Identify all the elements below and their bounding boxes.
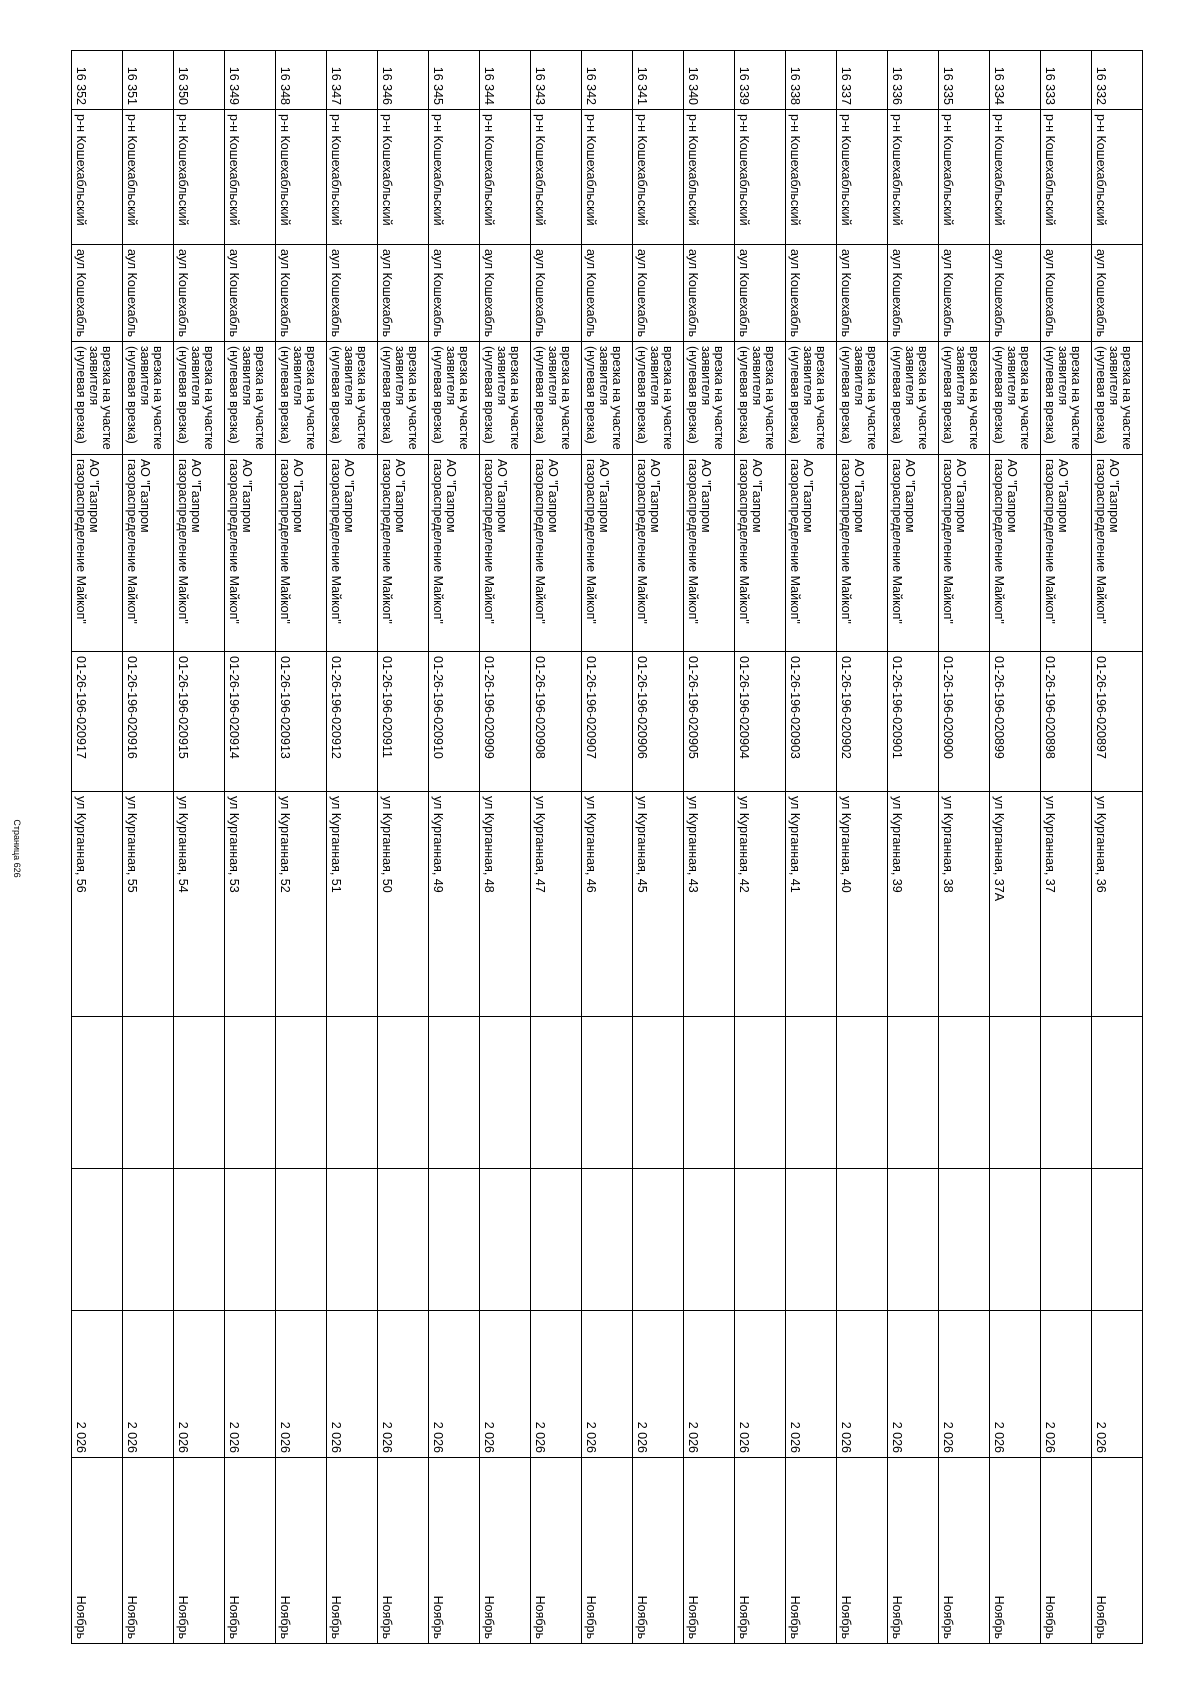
organization-cell: АО "Газпром газораспределение Майкоп" [1092, 455, 1143, 652]
empty-cell [225, 1169, 276, 1311]
organization-cell: АО "Газпром газораспределение Майкоп" [1041, 455, 1092, 652]
address-cell: ул Курганная, 46 [582, 792, 633, 1017]
work-type-cell: врезка на участке заявителя (нулевая врезка) [276, 342, 327, 455]
table-row [837, 51, 888, 1644]
table-row [378, 51, 429, 1644]
empty-cell [735, 1017, 786, 1169]
table-row [735, 51, 786, 1644]
organization-cell: АО "Газпром газораспределение Майкоп" [225, 455, 276, 652]
address-cell: ул Курганная, 40 [837, 792, 888, 1017]
row-number-cell: 16 347 [327, 51, 378, 110]
table-row [72, 51, 123, 1644]
row-number-cell: 16 345 [429, 51, 480, 110]
month-cell: Ноябрь [225, 1458, 276, 1644]
year-cell: 2 026 [735, 1311, 786, 1458]
organization-cell: АО "Газпром газораспределение Майкоп" [786, 455, 837, 652]
month-cell: Ноябрь [429, 1458, 480, 1644]
year-cell: 2 026 [531, 1311, 582, 1458]
organization-cell: АО "Газпром газораспределение Майкоп" [837, 455, 888, 652]
object-code-cell: 01-26-196-020905 [684, 652, 735, 792]
locality-cell: аул Кошехабль [684, 245, 735, 342]
empty-cell [837, 1017, 888, 1169]
row-number-cell: 16 339 [735, 51, 786, 110]
empty-cell [939, 1169, 990, 1311]
address-cell: ул Курганная, 45 [633, 792, 684, 1017]
row-number-cell: 16 342 [582, 51, 633, 110]
table-row [684, 51, 735, 1644]
district-cell: р-н Кошехабльский [990, 110, 1041, 245]
locality-cell: аул Кошехабль [225, 245, 276, 342]
empty-cell [786, 1169, 837, 1311]
table-row [1092, 51, 1143, 1644]
empty-cell [429, 1169, 480, 1311]
empty-cell [633, 1169, 684, 1311]
year-cell: 2 026 [429, 1311, 480, 1458]
organization-cell: АО "Газпром газораспределение Майкоп" [378, 455, 429, 652]
table-row [123, 51, 174, 1644]
year-cell: 2 026 [939, 1311, 990, 1458]
empty-cell [888, 1169, 939, 1311]
month-cell: Ноябрь [582, 1458, 633, 1644]
object-code-cell: 01-26-196-020911 [378, 652, 429, 792]
work-type-cell: врезка на участке заявителя (нулевая врезка) [1092, 342, 1143, 455]
gas-connection-table [71, 50, 1143, 1644]
year-cell: 2 026 [582, 1311, 633, 1458]
page-footer: Страница 626 [12, 819, 22, 878]
work-type-cell: врезка на участке заявителя (нулевая врезка) [990, 342, 1041, 455]
empty-cell [1041, 1017, 1092, 1169]
district-cell: р-н Кошехабльский [633, 110, 684, 245]
work-type-cell: врезка на участке заявителя (нулевая врезка) [429, 342, 480, 455]
table-row [480, 51, 531, 1644]
address-cell: ул Курганная, 37А [990, 792, 1041, 1017]
year-cell: 2 026 [123, 1311, 174, 1458]
work-type-cell: врезка на участке заявителя (нулевая врезка) [888, 342, 939, 455]
locality-cell: аул Кошехабль [123, 245, 174, 342]
empty-cell [276, 1017, 327, 1169]
address-cell: ул Курганная, 52 [276, 792, 327, 1017]
table-row [888, 51, 939, 1644]
table-row [327, 51, 378, 1644]
year-cell: 2 026 [633, 1311, 684, 1458]
year-cell: 2 026 [990, 1311, 1041, 1458]
locality-cell: аул Кошехабль [786, 245, 837, 342]
organization-cell: АО "Газпром газораспределение Майкоп" [735, 455, 786, 652]
object-code-cell: 01-26-196-020909 [480, 652, 531, 792]
year-cell: 2 026 [174, 1311, 225, 1458]
work-type-cell: врезка на участке заявителя (нулевая врезка) [327, 342, 378, 455]
work-type-cell: врезка на участке заявителя (нулевая врезка) [531, 342, 582, 455]
year-cell: 2 026 [276, 1311, 327, 1458]
table-row [633, 51, 684, 1644]
object-code-cell: 01-26-196-020899 [990, 652, 1041, 792]
row-number-cell: 16 338 [786, 51, 837, 110]
empty-cell [72, 1169, 123, 1311]
address-cell: ул Курганная, 47 [531, 792, 582, 1017]
address-cell: ул Курганная, 39 [888, 792, 939, 1017]
object-code-cell: 01-26-196-020902 [837, 652, 888, 792]
month-cell: Ноябрь [684, 1458, 735, 1644]
month-cell: Ноябрь [837, 1458, 888, 1644]
row-number-cell: 16 352 [72, 51, 123, 110]
work-type-cell: врезка на участке заявителя (нулевая врезка) [735, 342, 786, 455]
table-row [225, 51, 276, 1644]
locality-cell: аул Кошехабль [837, 245, 888, 342]
row-number-cell: 16 336 [888, 51, 939, 110]
empty-cell [480, 1169, 531, 1311]
object-code-cell: 01-26-196-020914 [225, 652, 276, 792]
work-type-cell: врезка на участке заявителя (нулевая врезка) [174, 342, 225, 455]
address-cell: ул Курганная, 41 [786, 792, 837, 1017]
organization-cell: АО "Газпром газораспределение Майкоп" [582, 455, 633, 652]
month-cell: Ноябрь [633, 1458, 684, 1644]
object-code-cell: 01-26-196-020916 [123, 652, 174, 792]
locality-cell: аул Кошехабль [327, 245, 378, 342]
work-type-cell: врезка на участке заявителя (нулевая врезка) [939, 342, 990, 455]
district-cell: р-н Кошехабльский [378, 110, 429, 245]
month-cell: Ноябрь [378, 1458, 429, 1644]
table-row [276, 51, 327, 1644]
table-row [939, 51, 990, 1644]
empty-cell [378, 1017, 429, 1169]
district-cell: р-н Кошехабльский [480, 110, 531, 245]
empty-cell [684, 1017, 735, 1169]
table-row [429, 51, 480, 1644]
district-cell: р-н Кошехабльский [1041, 110, 1092, 245]
address-cell: ул Курганная, 54 [174, 792, 225, 1017]
year-cell: 2 026 [480, 1311, 531, 1458]
month-cell: Ноябрь [1041, 1458, 1092, 1644]
organization-cell: АО "Газпром газораспределение Майкоп" [939, 455, 990, 652]
empty-cell [1092, 1169, 1143, 1311]
month-cell: Ноябрь [174, 1458, 225, 1644]
work-type-cell: врезка на участке заявителя (нулевая врезка) [72, 342, 123, 455]
object-code-cell: 01-26-196-020908 [531, 652, 582, 792]
organization-cell: АО "Газпром газораспределение Майкоп" [327, 455, 378, 652]
work-type-cell: врезка на участке заявителя (нулевая врезка) [633, 342, 684, 455]
empty-cell [480, 1017, 531, 1169]
month-cell: Ноябрь [786, 1458, 837, 1644]
month-cell: Ноябрь [735, 1458, 786, 1644]
district-cell: р-н Кошехабльский [939, 110, 990, 245]
locality-cell: аул Кошехабль [582, 245, 633, 342]
address-cell: ул Курганная, 51 [327, 792, 378, 1017]
locality-cell: аул Кошехабль [939, 245, 990, 342]
empty-cell [990, 1017, 1041, 1169]
work-type-cell: врезка на участке заявителя (нулевая врезка) [225, 342, 276, 455]
empty-cell [429, 1017, 480, 1169]
row-number-cell: 16 344 [480, 51, 531, 110]
object-code-cell: 01-26-196-020915 [174, 652, 225, 792]
row-number-cell: 16 346 [378, 51, 429, 110]
empty-cell [684, 1169, 735, 1311]
row-number-cell: 16 332 [1092, 51, 1143, 110]
district-cell: р-н Кошехабльский [582, 110, 633, 245]
locality-cell: аул Кошехабль [888, 245, 939, 342]
table-row [531, 51, 582, 1644]
year-cell: 2 026 [1041, 1311, 1092, 1458]
year-cell: 2 026 [378, 1311, 429, 1458]
locality-cell: аул Кошехабль [174, 245, 225, 342]
empty-cell [174, 1169, 225, 1311]
work-type-cell: врезка на участке заявителя (нулевая врезка) [837, 342, 888, 455]
month-cell: Ноябрь [888, 1458, 939, 1644]
empty-cell [327, 1169, 378, 1311]
object-code-cell: 01-26-196-020901 [888, 652, 939, 792]
table-row [990, 51, 1041, 1644]
year-cell: 2 026 [684, 1311, 735, 1458]
empty-cell [1092, 1017, 1143, 1169]
address-cell: ул Курганная, 53 [225, 792, 276, 1017]
organization-cell: АО "Газпром газораспределение Майкоп" [633, 455, 684, 652]
district-cell: р-н Кошехабльский [276, 110, 327, 245]
month-cell: Ноябрь [939, 1458, 990, 1644]
district-cell: р-н Кошехабльский [327, 110, 378, 245]
empty-cell [531, 1017, 582, 1169]
district-cell: р-н Кошехабльский [684, 110, 735, 245]
object-code-cell: 01-26-196-020897 [1092, 652, 1143, 792]
month-cell: Ноябрь [123, 1458, 174, 1644]
table-row [1041, 51, 1092, 1644]
object-code-cell: 01-26-196-020907 [582, 652, 633, 792]
locality-cell: аул Кошехабль [378, 245, 429, 342]
work-type-cell: врезка на участке заявителя (нулевая врезка) [378, 342, 429, 455]
empty-cell [990, 1169, 1041, 1311]
empty-cell [531, 1169, 582, 1311]
locality-cell: аул Кошехабль [633, 245, 684, 342]
district-cell: р-н Кошехабльский [123, 110, 174, 245]
row-number-cell: 16 350 [174, 51, 225, 110]
empty-cell [888, 1017, 939, 1169]
object-code-cell: 01-26-196-020906 [633, 652, 684, 792]
object-code-cell: 01-26-196-020913 [276, 652, 327, 792]
locality-cell: аул Кошехабль [480, 245, 531, 342]
empty-cell [939, 1017, 990, 1169]
month-cell: Ноябрь [72, 1458, 123, 1644]
district-cell: р-н Кошехабльский [429, 110, 480, 245]
month-cell: Ноябрь [1092, 1458, 1143, 1644]
work-type-cell: врезка на участке заявителя (нулевая врезка) [1041, 342, 1092, 455]
empty-cell [225, 1017, 276, 1169]
row-number-cell: 16 337 [837, 51, 888, 110]
organization-cell: АО "Газпром газораспределение Майкоп" [123, 455, 174, 652]
year-cell: 2 026 [1092, 1311, 1143, 1458]
empty-cell [378, 1169, 429, 1311]
year-cell: 2 026 [72, 1311, 123, 1458]
locality-cell: аул Кошехабль [1092, 245, 1143, 342]
object-code-cell: 01-26-196-020917 [72, 652, 123, 792]
empty-cell [582, 1169, 633, 1311]
work-type-cell: врезка на участке заявителя (нулевая врезка) [480, 342, 531, 455]
row-number-cell: 16 335 [939, 51, 990, 110]
district-cell: р-н Кошехабльский [174, 110, 225, 245]
object-code-cell: 01-26-196-020898 [1041, 652, 1092, 792]
district-cell: р-н Кошехабльский [225, 110, 276, 245]
month-cell: Ноябрь [276, 1458, 327, 1644]
work-type-cell: врезка на участке заявителя (нулевая врезка) [582, 342, 633, 455]
locality-cell: аул Кошехабль [990, 245, 1041, 342]
work-type-cell: врезка на участке заявителя (нулевая врезка) [684, 342, 735, 455]
address-cell: ул Курганная, 50 [378, 792, 429, 1017]
empty-cell [174, 1017, 225, 1169]
address-cell: ул Курганная, 56 [72, 792, 123, 1017]
year-cell: 2 026 [837, 1311, 888, 1458]
object-code-cell: 01-26-196-020903 [786, 652, 837, 792]
locality-cell: аул Кошехабль [1041, 245, 1092, 342]
district-cell: р-н Кошехабльский [837, 110, 888, 245]
district-cell: р-н Кошехабльский [786, 110, 837, 245]
row-number-cell: 16 334 [990, 51, 1041, 110]
organization-cell: АО "Газпром газораспределение Майкоп" [72, 455, 123, 652]
organization-cell: АО "Газпром газораспределение Майкоп" [276, 455, 327, 652]
month-cell: Ноябрь [531, 1458, 582, 1644]
object-code-cell: 01-26-196-020900 [939, 652, 990, 792]
empty-cell [1041, 1169, 1092, 1311]
district-cell: р-н Кошехабльский [1092, 110, 1143, 245]
row-number-cell: 16 349 [225, 51, 276, 110]
empty-cell [123, 1169, 174, 1311]
organization-cell: АО "Газпром газораспределение Майкоп" [684, 455, 735, 652]
address-cell: ул Курганная, 55 [123, 792, 174, 1017]
address-cell: ул Курганная, 37 [1041, 792, 1092, 1017]
table-row [582, 51, 633, 1644]
empty-cell [123, 1017, 174, 1169]
locality-cell: аул Кошехабль [276, 245, 327, 342]
object-code-cell: 01-26-196-020910 [429, 652, 480, 792]
district-cell: р-н Кошехабльский [888, 110, 939, 245]
year-cell: 2 026 [786, 1311, 837, 1458]
locality-cell: аул Кошехабль [429, 245, 480, 342]
row-number-cell: 16 341 [633, 51, 684, 110]
organization-cell: АО "Газпром газораспределение Майкоп" [480, 455, 531, 652]
empty-cell [837, 1169, 888, 1311]
organization-cell: АО "Газпром газораспределение Майкоп" [990, 455, 1041, 652]
row-number-cell: 16 348 [276, 51, 327, 110]
object-code-cell: 01-26-196-020904 [735, 652, 786, 792]
month-cell: Ноябрь [990, 1458, 1041, 1644]
empty-cell [735, 1169, 786, 1311]
row-number-cell: 16 333 [1041, 51, 1092, 110]
empty-cell [72, 1017, 123, 1169]
organization-cell: АО "Газпром газораспределение Майкоп" [888, 455, 939, 652]
organization-cell: АО "Газпром газораспределение Майкоп" [429, 455, 480, 652]
empty-cell [786, 1017, 837, 1169]
district-cell: р-н Кошехабльский [72, 110, 123, 245]
organization-cell: АО "Газпром газораспределение Майкоп" [531, 455, 582, 652]
district-cell: р-н Кошехабльский [531, 110, 582, 245]
year-cell: 2 026 [888, 1311, 939, 1458]
organization-cell: АО "Газпром газораспределение Майкоп" [174, 455, 225, 652]
address-cell: ул Курганная, 38 [939, 792, 990, 1017]
locality-cell: аул Кошехабль [531, 245, 582, 342]
row-number-cell: 16 343 [531, 51, 582, 110]
year-cell: 2 026 [327, 1311, 378, 1458]
work-type-cell: врезка на участке заявителя (нулевая врезка) [786, 342, 837, 455]
locality-cell: аул Кошехабль [72, 245, 123, 342]
table-row [174, 51, 225, 1644]
row-number-cell: 16 351 [123, 51, 174, 110]
address-cell: ул Курганная, 48 [480, 792, 531, 1017]
object-code-cell: 01-26-196-020912 [327, 652, 378, 792]
table-row [786, 51, 837, 1644]
district-cell: р-н Кошехабльский [735, 110, 786, 245]
empty-cell [327, 1017, 378, 1169]
empty-cell [276, 1169, 327, 1311]
work-type-cell: врезка на участке заявителя (нулевая врезка) [123, 342, 174, 455]
address-cell: ул Курганная, 43 [684, 792, 735, 1017]
table-body [72, 51, 1143, 1644]
address-cell: ул Курганная, 49 [429, 792, 480, 1017]
empty-cell [582, 1017, 633, 1169]
year-cell: 2 026 [225, 1311, 276, 1458]
month-cell: Ноябрь [480, 1458, 531, 1644]
row-number-cell: 16 340 [684, 51, 735, 110]
address-cell: ул Курганная, 36 [1092, 792, 1143, 1017]
month-cell: Ноябрь [327, 1458, 378, 1644]
address-cell: ул Курганная, 42 [735, 792, 786, 1017]
empty-cell [633, 1017, 684, 1169]
locality-cell: аул Кошехабль [735, 245, 786, 342]
